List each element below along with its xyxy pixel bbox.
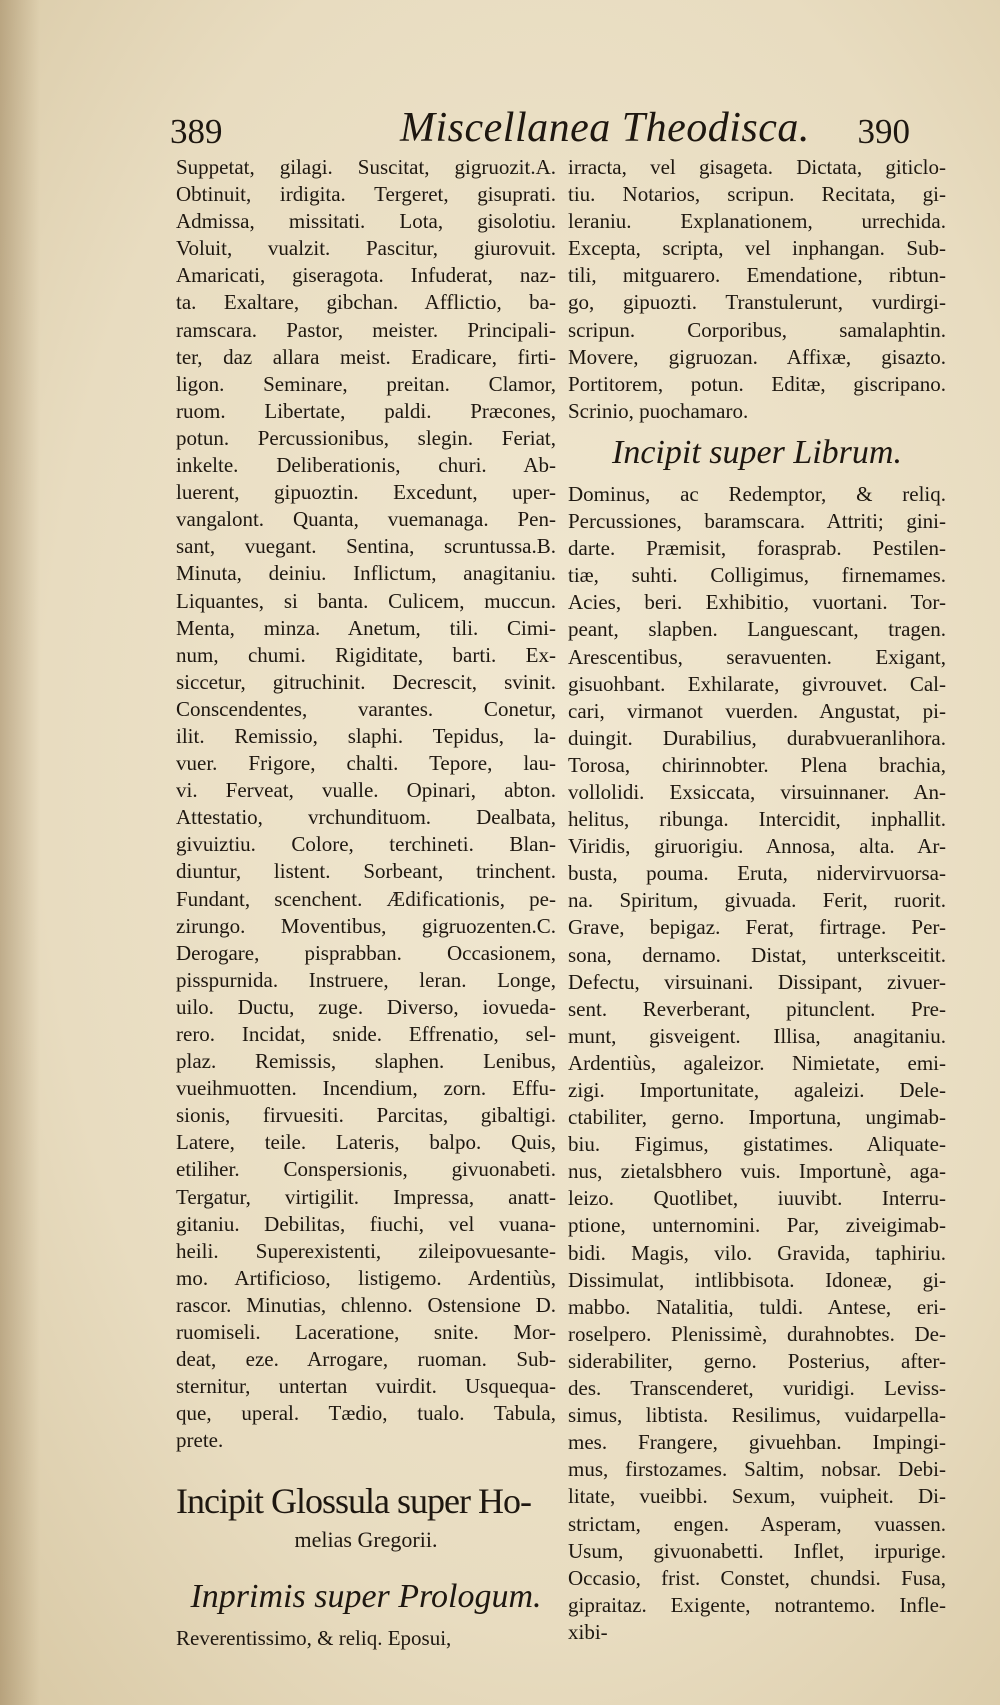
text-line: strictam, engen. Asperam, vuassen. xyxy=(568,1511,946,1536)
text-line: peant, slapben. Languescant, tragen. xyxy=(568,617,946,642)
text-line: Occasio, frist. Constet, chundsi. Fusa, xyxy=(568,1565,946,1590)
text-line: Menta, minza. Anetum, tili. Cimi- xyxy=(176,615,556,640)
text-line: Minuta, deiniu. Inflictum, anagitaniu. xyxy=(176,561,556,586)
text-line: diuntur, listent. Sorbeant, trinchent. xyxy=(176,859,556,884)
text-line: biu. Figimus, gistatimes. Aliquate- xyxy=(568,1132,946,1157)
text-line: sona, dernamo. Distat, unterksceitit. xyxy=(568,942,946,967)
text-line: prete. xyxy=(176,1428,224,1453)
text-line: rero. Incidat, snide. Effrenatio, sel- xyxy=(176,1022,556,1046)
text-line: vollolidi. Exsiccata, virsuinnaner. An- xyxy=(568,779,946,804)
text-line: Grave, bepigaz. Ferat, firtrage. Per- xyxy=(568,915,946,940)
text-line: Portitorem, potun. Editæ, giscripano. xyxy=(568,371,946,396)
text-line: que, uperal. Tædio, tualo. Tabula, xyxy=(176,1401,556,1426)
text-line: ilit. Remissio, slaphi. Tepidus, la- xyxy=(176,723,556,748)
text-line: Admissa, missitati. Lota, gisolotiu. xyxy=(176,209,556,234)
text-line: givuiztiu. Colore, terchineti. Blan- xyxy=(176,832,556,857)
left-column xyxy=(176,154,556,1652)
text-line: gisuohbant. Exhilarate, givrouvet. Cal- xyxy=(568,671,946,696)
text-line: Movere, gigruozan. Affixæ, gisazto. xyxy=(568,344,946,369)
heading-librum: Incipit super Librum. xyxy=(612,433,902,471)
text-line: duingit. Durabilius, durabvueranlihora. xyxy=(568,725,946,750)
text-line: siccetur, gitruchinit. Decrescit, svinit. xyxy=(176,669,556,694)
text-line: ligon. Seminare, preitan. Clamor, xyxy=(176,371,556,396)
text-line: inkelte. Deliberationis, churi. Ab- xyxy=(176,453,556,478)
text-line: ctabiliter, gerno. Importuna, ungimab- xyxy=(568,1105,946,1130)
text-line: ter, daz allara meist. Eradicare, firti- xyxy=(176,344,556,369)
text-line: darte. Præmisit, forasprab. Pestilen- xyxy=(568,536,946,561)
text-line: heili. Superexistenti, zileipovuesante- xyxy=(176,1238,556,1263)
page-title: Miscellanea Theodisca. xyxy=(400,105,810,151)
text-line: Liquantes, si banta. Culicem, muccun. xyxy=(176,588,556,613)
text-line: vi. Ferveat, vualle. Opinari, abton. xyxy=(176,778,556,803)
text-line: Torosa, chirinnobter. Plena brachia, xyxy=(568,752,946,777)
left-column-lines xyxy=(176,154,556,1455)
right-column-lines-top xyxy=(568,154,946,425)
text-line: ruomiseli. Laceratione, snite. Mor- xyxy=(176,1320,556,1345)
text-line: deat, eze. Arrogare, ruoman. Sub- xyxy=(176,1347,556,1372)
text-line: Conscendentes, varantes. Conetur, xyxy=(176,696,556,721)
text-line: sent. Reverberant, pitunclent. Pre- xyxy=(568,996,946,1021)
text-line: xibi- xyxy=(568,1619,608,1644)
text-line: siderabiliter, gerno. Posterius, after- xyxy=(568,1348,946,1373)
heading-glossula: Incipit Glossula super Ho- xyxy=(176,1480,531,1521)
text-line: Usum, givuonabetti. Inflet, irpurige. xyxy=(568,1538,946,1563)
text-line: luerent, gipuoztin. Excedunt, uper- xyxy=(176,480,556,505)
text-line: na. Spiritum, givuada. Ferit, ruorit. xyxy=(568,888,946,913)
text-line: Voluit, vualzit. Pascitur, giurovuit. xyxy=(176,236,556,261)
text-line: Latere, teile. Lateris, balpo. Quis, xyxy=(176,1130,556,1155)
text-line: sionis, firvuesiti. Parcitas, gibaltigi. xyxy=(176,1103,556,1128)
page-number-right: 390 xyxy=(857,112,910,151)
text-line: irracta, vel gisageta. Dictata, giticlo- xyxy=(568,155,946,179)
text-line: des. Transcenderet, vuridigi. Leviss- xyxy=(568,1376,946,1401)
text-line: vuer. Frigore, chalti. Tepore, lau- xyxy=(176,751,556,776)
text-line: roselpero. Plenissimè, durahnobtes. De- xyxy=(568,1321,946,1346)
text-line: litate, vueibbi. Sexum, vuipheit. Di- xyxy=(568,1484,946,1509)
text-line: tiæ, suhti. Colligimus, firnemames. xyxy=(568,563,946,588)
text-line: ta. Exaltare, gibchan. Afflictio, ba- xyxy=(176,290,556,315)
text-line: leraniu. Explanationem, urrechida. xyxy=(568,209,946,234)
text-line: plaz. Remissis, slaphen. Lenibus, xyxy=(176,1049,556,1074)
text-line: Amaricati, giseragota. Infuderat, naz- xyxy=(176,263,556,288)
text-line: nus, zietalsbhero vuis. Importunè, aga- xyxy=(568,1159,946,1184)
text-line: simus, libtista. Resilimus, vuidarpella- xyxy=(568,1403,946,1428)
text-line: busta, pouma. Eruta, nidervirvuorsa- xyxy=(568,861,946,886)
text-line: mus, firstozames. Saltim, nobsar. Debi- xyxy=(568,1457,946,1482)
text-line: Dissimulat, intlibbisota. Idoneæ, gi- xyxy=(568,1267,946,1292)
closing-line: Reverentissimo, & reliq. Eposui, xyxy=(176,1625,452,1650)
text-line: zirungo. Moventibus, gigruozenten.C. xyxy=(176,913,556,938)
heading-prologum: Inprimis super Prologum. xyxy=(190,1577,542,1615)
text-line: munt, gisveigent. Illisa, anagitaniu. xyxy=(568,1023,946,1048)
right-column xyxy=(568,154,946,1646)
text-line: Arescentibus, seravuenten. Exigant, xyxy=(568,644,946,669)
text-line: Scrinio, puochamaro. xyxy=(568,398,749,423)
heading-glossula-sub: melias Gregorii. xyxy=(294,1526,438,1552)
text-line: mo. Artificioso, listigemo. Ardentiùs, xyxy=(176,1265,556,1290)
text-line: tiu. Notarios, scripun. Recitata, gi- xyxy=(568,182,946,207)
text-line: uilo. Ductu, zuge. Diverso, iovueda- xyxy=(176,994,556,1019)
text-line: num, chumi. Rigiditate, barti. Ex- xyxy=(176,642,556,667)
text-line: mes. Frangere, givuehban. Impingi- xyxy=(568,1430,946,1455)
text-line: ruom. Libertate, paldi. Præcones, xyxy=(176,398,556,423)
text-line: Dominus, ac Redemptor, & reliq. xyxy=(568,481,946,506)
text-line: go, gipuozti. Transtulerunt, vurdirgi- xyxy=(568,290,946,315)
running-head xyxy=(170,104,930,160)
text-line: Obtinuit, irdigita. Tergeret, gisuprati. xyxy=(176,182,556,207)
text-line: mabbo. Natalitia, tuldi. Antese, eri- xyxy=(568,1294,946,1319)
text-line: Tergatur, virtigilit. Impressa, anatt- xyxy=(176,1184,556,1209)
text-line: vangalont. Quanta, vuemanaga. Pen- xyxy=(176,507,556,532)
text-line: bidi. Magis, vilo. Gravida, taphiriu. xyxy=(568,1240,946,1265)
text-line: Defectu, virsuinani. Dissipant, zivuer- xyxy=(568,969,946,994)
text-line: Derogare, pisprabban. Occasionem, xyxy=(176,940,556,965)
text-line: tili, mitguarero. Emendatione, ribtun- xyxy=(568,263,946,288)
text-line: Fundant, scenchent. Ædificationis, pe- xyxy=(176,886,556,911)
text-line: rascor. Minutias, chlenno. Ostensione D. xyxy=(176,1292,556,1317)
text-line: ramscara. Pastor, meister. Principali- xyxy=(176,317,556,342)
text-line: Acies, beri. Exhibitio, vuortani. Tor- xyxy=(568,590,946,615)
text-line: gipraitaz. Exigente, notrantemo. Infle- xyxy=(568,1592,946,1617)
page-gutter-shadow xyxy=(0,0,40,1705)
text-line: Viridis, giruorigiu. Annosa, alta. Ar- xyxy=(568,834,946,859)
text-line: ptione, unternomini. Par, ziveigimab- xyxy=(568,1213,946,1238)
text-line: Attestatio, vrchundituom. Dealbata, xyxy=(176,805,556,830)
text-line: sant, vuegant. Sentina, scruntussa.B. xyxy=(176,534,556,559)
text-line: sternitur, untertan vuirdit. Usquequa- xyxy=(176,1374,556,1399)
text-line: scripun. Corporibus, samalaphtin. xyxy=(568,317,946,342)
text-line: zigi. Importunitate, agaleizi. Dele- xyxy=(568,1078,946,1102)
text-line: Excepta, scripta, vel inphangan. Sub- xyxy=(568,236,946,261)
text-line: Percussiones, baramscara. Attriti; gini- xyxy=(568,509,946,534)
text-line: potun. Percussionibus, slegin. Feriat, xyxy=(176,425,556,450)
text-line: Ardentiùs, agaleizor. Nimietate, emi- xyxy=(568,1050,946,1075)
text-line: leizo. Quotlibet, iuuvibt. Interru- xyxy=(568,1186,946,1211)
text-line: cari, virmanot vuerden. Angustat, pi- xyxy=(568,698,946,723)
page-number-left: 389 xyxy=(170,112,223,151)
text-line: helitus, ribunga. Intercidit, inphallit. xyxy=(568,807,946,832)
text-line: gitaniu. Debilitas, fiuchi, vel vuana- xyxy=(176,1211,556,1236)
text-line: Suppetat, gilagi. Suscitat, gigruozit.A. xyxy=(176,155,556,179)
right-column-lines-bottom xyxy=(568,481,946,1646)
text-line: vueihmuotten. Incendium, zorn. Effu- xyxy=(176,1076,556,1101)
text-line: etiliher. Conspersionis, givuonabeti. xyxy=(176,1157,556,1182)
text-line: pisspurnida. Instruere, leran. Longe, xyxy=(176,967,556,992)
